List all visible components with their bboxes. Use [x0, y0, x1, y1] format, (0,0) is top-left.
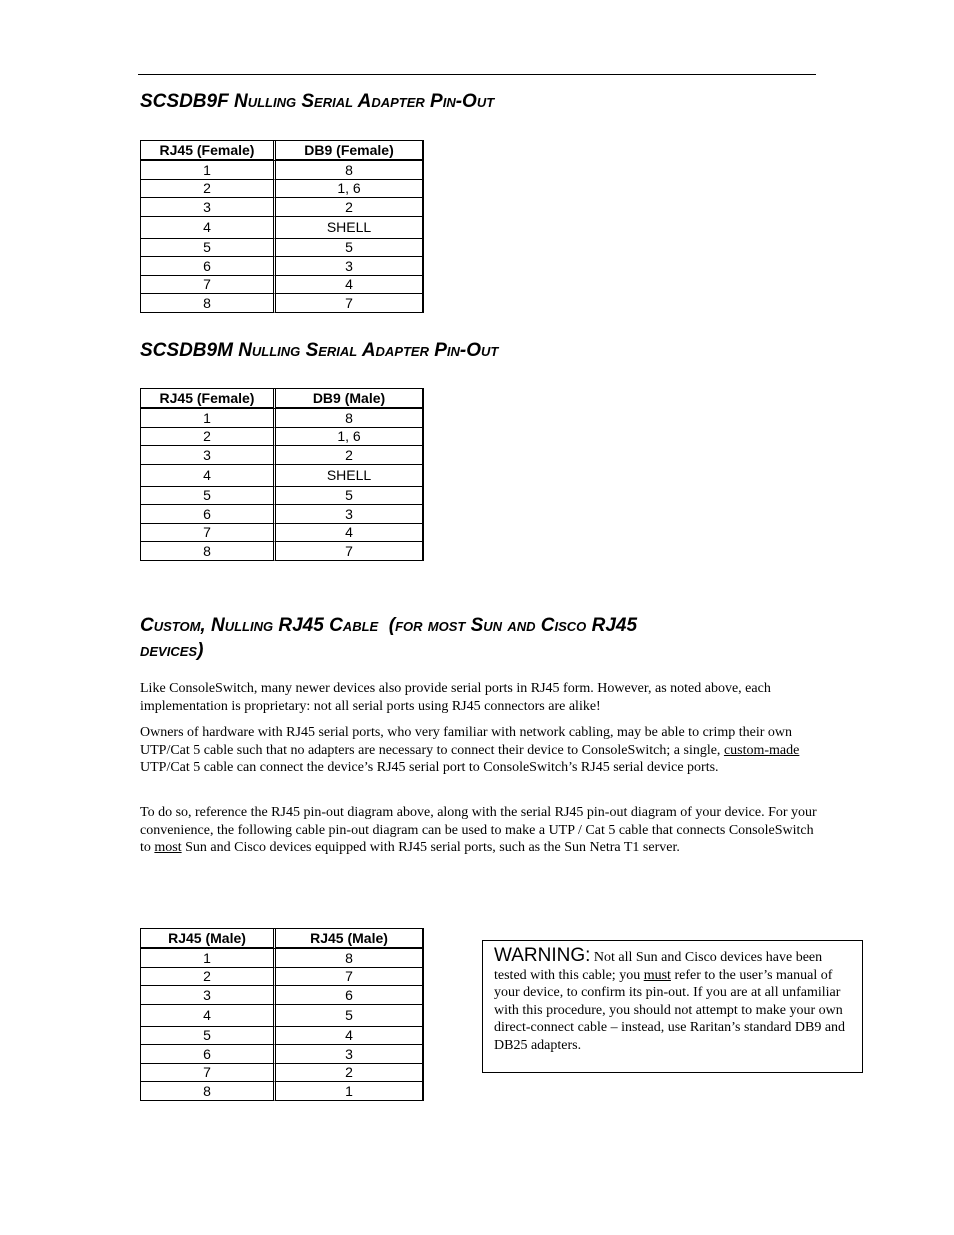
- table-row: [141, 986, 422, 1005]
- owners-paragraph: Owners of hardware with RJ45 serial ports, who very familiar with network cabling, may be able to crimp their own UTP/Cat 5 cable such that no adapters are necessary to connect their device to ConsoleSwitch; a single, custom-made UTP/Cat 5 cable can connect the device’s RJ45 serial port to ConsoleSwitch’s RJ45 serial device ports.: [140, 725, 800, 775]
- table-cell: 8: [141, 542, 276, 561]
- table-row: [141, 1027, 422, 1046]
- table-cell: 3: [141, 986, 276, 1005]
- table-cell: 4: [276, 524, 422, 543]
- table-cell: 5: [141, 239, 276, 258]
- table-cell: 6: [276, 986, 422, 1005]
- table-cell: 3: [276, 257, 422, 276]
- warning-label: WARNING:: [494, 945, 591, 966]
- table-header-row: [141, 389, 422, 409]
- table-cell: 2: [141, 428, 276, 447]
- table-cell: 3: [141, 198, 276, 217]
- table-cell: 4: [141, 1005, 276, 1027]
- table-cell: 7: [141, 1064, 276, 1083]
- table-cell: 6: [141, 257, 276, 276]
- column-header: RJ45 (Male): [141, 929, 276, 949]
- table-cell: 3: [276, 505, 422, 524]
- table-row: [141, 505, 422, 524]
- table-cell: 3: [141, 446, 276, 465]
- table-row: [141, 465, 422, 487]
- table-cell: 2: [276, 1064, 422, 1083]
- table-row: [141, 180, 422, 199]
- table-row: [141, 161, 422, 180]
- table-cell: 4: [276, 276, 422, 295]
- table-row: [141, 409, 422, 428]
- column-header: RJ45 (Female): [141, 389, 276, 409]
- table-cell: 1, 6: [276, 428, 422, 447]
- table-row: [141, 487, 422, 506]
- table-cell: 7: [276, 294, 422, 313]
- column-header: DB9 (Male): [276, 389, 422, 409]
- table-row: [141, 217, 422, 239]
- table-cell: 2: [276, 198, 422, 217]
- table-cell: 2: [141, 180, 276, 199]
- table-cell: 6: [141, 1045, 276, 1064]
- reference-paragraph: To do so, reference the RJ45 pin-out diagram above, along with the serial RJ45 pin-out diagram of your device. For your convenience, the following cable pin-out diagram can be used to make a UTP / Cat 5 cable that connects ConsoleSwitch to most Sun and Cisco devices equipped with RJ45 serial ports, such as the Sun Netra T1 server.: [140, 805, 817, 855]
- table-row: [141, 968, 422, 987]
- scsdb9f-heading: SCSDB9F Nulling Serial Adapter Pin-Out: [140, 91, 495, 112]
- table-cell: 5: [141, 1027, 276, 1046]
- custom-cable-heading: Custom, Nulling RJ45 Cable (for most Sun and Cisco RJ45 devices): [140, 615, 638, 661]
- intro-paragraph: Like ConsoleSwitch, many newer devices also provide serial ports in RJ45 form. However, as noted above, each implementation is proprietary: not all serial ports using RJ45 connectors are alike!: [140, 681, 771, 714]
- table-cell: 8: [276, 949, 422, 968]
- table-header-row: [141, 929, 422, 949]
- table-row: [141, 1045, 422, 1064]
- scsdb9m-pinout-table: [140, 388, 424, 561]
- table-cell: 5: [141, 487, 276, 506]
- table-cell: 2: [141, 968, 276, 987]
- table-cell: 8: [276, 161, 422, 180]
- table-cell: 2: [276, 446, 422, 465]
- table-cell: 1: [276, 1082, 422, 1101]
- rj45-cable-pinout-table: [140, 928, 424, 1101]
- table-cell: 4: [141, 465, 276, 487]
- table-cell: 1: [141, 409, 276, 428]
- warning-box: WARNING: Not all Sun and Cisco devices have been tested with this cable; you must refer to the user’s manual of your device, to confirm its pin-out. If you are at all unfamiliar with this procedure, you should not attempt to make your own direct-connect cable – instead, use Raritan’s standard DB9 and DB25 adapters.: [482, 940, 863, 1073]
- table-row: [141, 257, 422, 276]
- table-row: [141, 1005, 422, 1027]
- table-cell: 4: [141, 217, 276, 239]
- table-row: [141, 239, 422, 258]
- table-cell: 8: [141, 1082, 276, 1101]
- table-header-row: [141, 141, 422, 161]
- table-cell: 4: [276, 1027, 422, 1046]
- table-row: [141, 294, 422, 313]
- table-row: [141, 446, 422, 465]
- table-row: [141, 1064, 422, 1083]
- column-header: RJ45 (Male): [276, 929, 422, 949]
- table-row: [141, 542, 422, 561]
- table-row: [141, 524, 422, 543]
- table-cell: SHELL: [276, 465, 422, 487]
- column-header: DB9 (Female): [276, 141, 422, 161]
- table-row: [141, 1082, 422, 1101]
- table-cell: 7: [141, 276, 276, 295]
- table-cell: 1, 6: [276, 180, 422, 199]
- table-cell: 6: [141, 505, 276, 524]
- table-cell: 3: [276, 1045, 422, 1064]
- table-row: [141, 949, 422, 968]
- table-cell: SHELL: [276, 217, 422, 239]
- table-cell: 8: [276, 409, 422, 428]
- header-rule: [138, 74, 816, 75]
- table-row: [141, 276, 422, 295]
- table-cell: 1: [141, 161, 276, 180]
- column-header: RJ45 (Female): [141, 141, 276, 161]
- table-row: [141, 198, 422, 217]
- table-cell: 5: [276, 239, 422, 258]
- table-cell: 7: [276, 542, 422, 561]
- table-cell: 7: [141, 524, 276, 543]
- scsdb9f-pinout-table: [140, 140, 424, 313]
- scsdb9m-heading: SCSDB9M Nulling Serial Adapter Pin-Out: [140, 340, 499, 361]
- table-cell: 5: [276, 487, 422, 506]
- table-cell: 7: [276, 968, 422, 987]
- table-row: [141, 428, 422, 447]
- table-cell: 5: [276, 1005, 422, 1027]
- table-cell: 8: [141, 294, 276, 313]
- table-cell: 1: [141, 949, 276, 968]
